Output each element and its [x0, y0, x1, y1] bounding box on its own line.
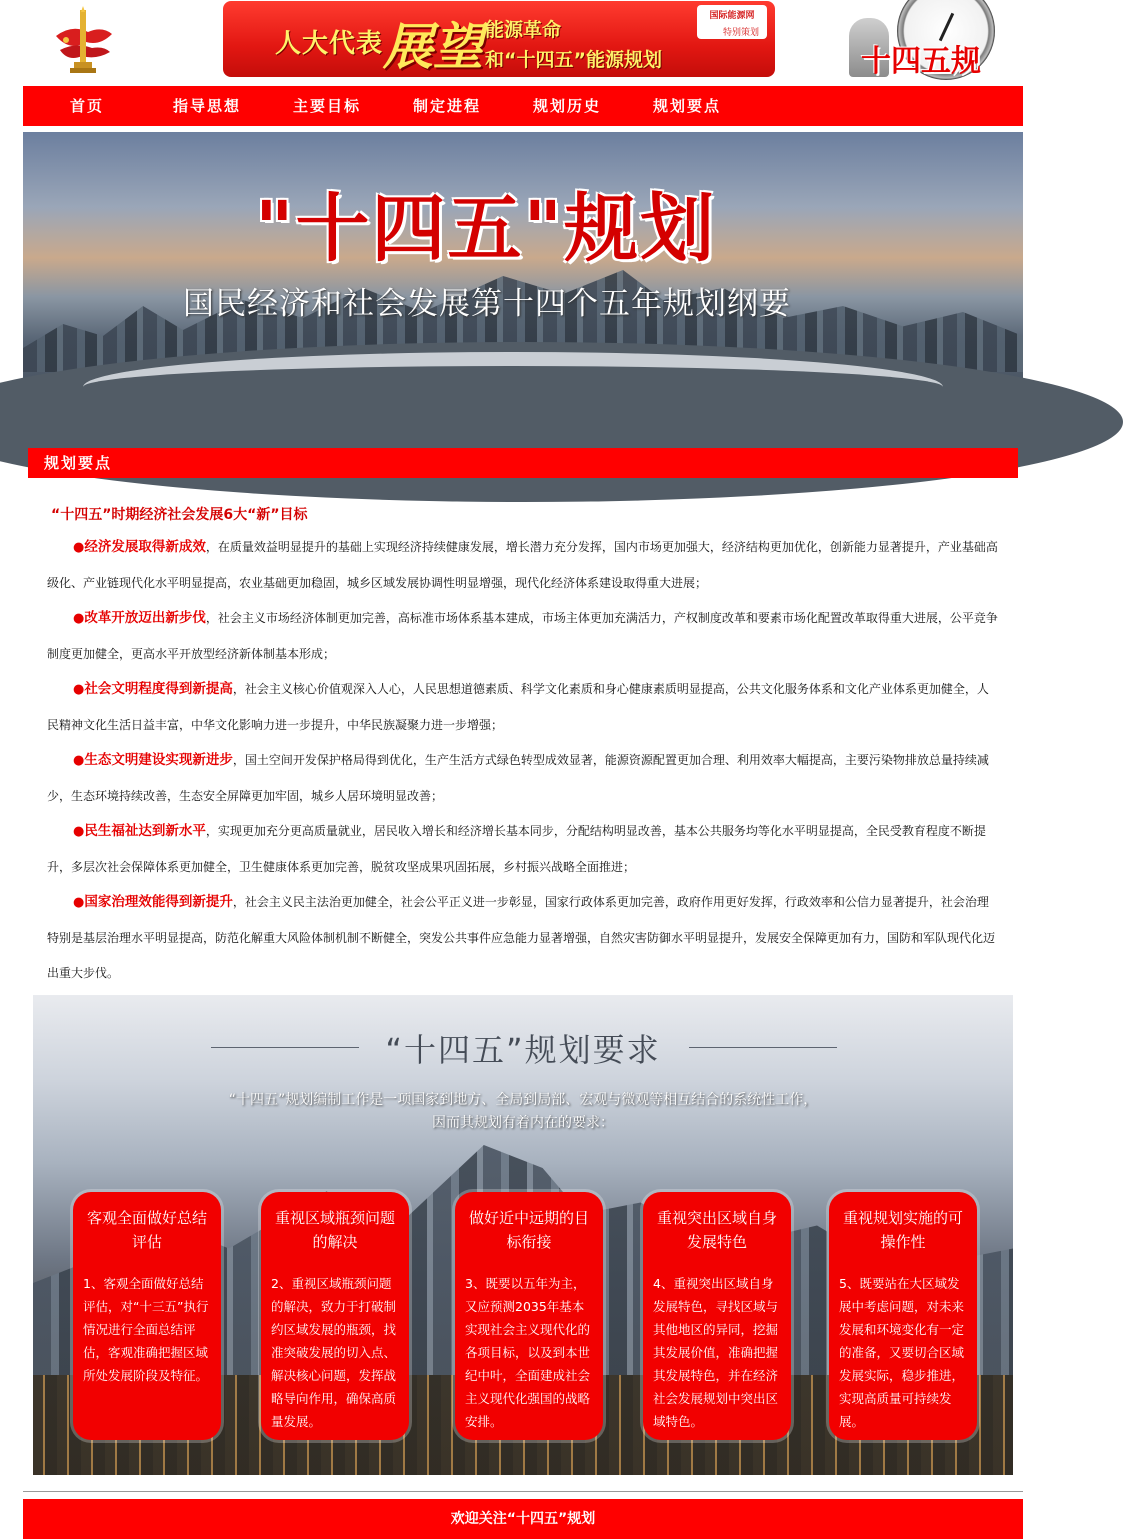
- nav-item-main-goals[interactable]: 主要目标: [292, 97, 361, 115]
- bullet-icon: ●: [73, 682, 85, 697]
- goal-item: [47, 743, 1000, 814]
- requirement-card: [643, 1192, 791, 1440]
- card-heading: 做好近中远期的目标衔接: [468, 1209, 589, 1251]
- goal-text: ，社会主义核心价值观深入人心，人民思想道德素质、科学文化素质和身心健康素质明显提高，公共文化服务体系和文化产业体系更加健全，人民精神文化生活日益丰富，中华文化影响力进一步提升，中华民族凝聚力进一步增强；: [47, 682, 989, 732]
- card-heading: 重视突出区域自身发展特色: [656, 1209, 777, 1251]
- ad-badge: 国际能源网: [697, 5, 767, 39]
- card-heading: 重视规划实施的可操作性: [842, 1209, 963, 1251]
- article-body: [47, 500, 1000, 992]
- goal-highlight: 改革开放迈出新步伐: [84, 610, 206, 626]
- requirements-intro: [33, 1089, 1013, 1135]
- requirements-title: “十四五”规划要求: [385, 1031, 661, 1069]
- requirement-card: [829, 1192, 977, 1440]
- card-body: 4、重视突出区域自身发展特色，寻找区域与其他地区的异同，挖掘其发展价值，准确把握其发展特色，并在经济社会发展规划中突出区域特色。: [653, 1276, 779, 1429]
- logo-text: 十四五规: [861, 44, 981, 79]
- goal-text: ，国土空间开发保护格局得到优化，生产生活方式绿色转型成效显著，能源资源配置更加合理、利用效率大幅提高，主要污染物排放总量持续减少，生态环境持续改善，生态安全屏障更加牢固，城乡人居环境明显改善；: [47, 753, 989, 803]
- bullet-icon: ●: [73, 611, 85, 626]
- requirements-intro-line2: 因而其规划有着内在的要求：: [432, 1115, 614, 1131]
- goal-text: ，在质量效益明显提升的基础上实现经济持续健康发展，增长潜力充分发挥，国内市场更加强大，经济结构更加优化，创新能力显著提升，产业基础高级化、产业链现代化水平明显提高，农业基础更加稳固，城乡区域发展协调性明显增强，现代化经济体系建设取得重大进展；: [47, 540, 998, 590]
- nav-item-home[interactable]: 首页: [69, 97, 104, 115]
- emblem-logo-icon[interactable]: [52, 6, 114, 74]
- bullet-icon: ●: [73, 895, 85, 910]
- hero-title: "十四五"规划: [255, 186, 717, 272]
- goal-item: [47, 530, 1000, 601]
- goal-text: ，社会主义市场经济体制更加完善，高标准市场体系基本建成，市场主体更加充满活力，产权制度改革和要素市场化配置改革取得重大进展，公平竞争制度更加健全，更高水平开放型经济新体制基本形成；: [47, 611, 998, 661]
- hero-subtitle: 国民经济和社会发展第十四个五年规划纲要: [183, 286, 791, 322]
- ad-right-line2: 和“十四五”能源规划: [485, 49, 662, 71]
- goal-text: ，社会主义民主法治更加健全，社会公平正义进一步彰显，国家行政体系更加完善，政府作用更好发挥，行政效率和公信力显著提升，社会治理特别是基层治理水平明显提高，防范化解重大风险体制机制不断健全，突发公共事件应急能力显著增强，自然灾害防御水平明显提升，发展安全保障更加有力，国防和军队现代化迈出重大步伐。: [47, 895, 996, 980]
- card-body: 3、既要以五年为主，又应预测2035年基本实现社会主义现代化的各项目标，以及到本世纪中叶，全面建成社会主义现代化强国的战略安排。: [465, 1276, 591, 1429]
- card-body: 2、重视区域瓶颈问题的解决，致力于打破制约区域发展的瓶颈，找准突破发展的切入点、解决核心问题，发挥战略导向作用，确保高质量发展。: [271, 1276, 397, 1429]
- goal-highlight: 国家治理效能得到新提升: [84, 894, 233, 910]
- goal-item: [47, 601, 1000, 672]
- energy-revolution-banner-ad[interactable]: [223, 1, 775, 77]
- bullet-icon: ●: [73, 753, 85, 768]
- riverbank-image: [83, 352, 943, 422]
- goal-item: [47, 885, 1000, 992]
- requirement-card: [455, 1192, 603, 1440]
- requirement-card: [73, 1192, 221, 1440]
- card-body: 1、客观全面做好总结评估，对“十三五”执行情况进行全面总结评估，客观准确把握区域所处发展阶段及特征。: [83, 1276, 209, 1383]
- card-heading: 重视区域瓶颈问题的解决: [274, 1209, 395, 1251]
- ad-line1: 人大代表: [275, 29, 384, 59]
- main-nav: [23, 86, 1023, 126]
- goal-highlight: 经济发展取得新成效: [84, 539, 206, 555]
- ad-badge-subtitle: 特别策划: [722, 28, 759, 38]
- bullet-icon: ●: [73, 824, 85, 839]
- article-heading: “十四五”时期经济社会发展6大“新”目标: [51, 507, 308, 523]
- ad-right-line1: 能源革命: [485, 19, 562, 41]
- footer-bar: 欢迎关注“十四五”规划: [23, 1499, 1023, 1539]
- requirement-card: [261, 1192, 409, 1440]
- card-heading: 客观全面做好总结评估: [86, 1209, 207, 1251]
- clock-logo[interactable]: [845, 0, 1003, 77]
- ad-big-text: 展望: [383, 17, 483, 76]
- goal-item: [47, 672, 1000, 743]
- requirements-intro-line1: “十四五”规划编制工作是一项国家到地方、全局到局部、宏观与微观等相互结合的系统性工作，: [228, 1092, 818, 1108]
- goal-text: ，实现更加充分更高质量就业，居民收入增长和经济增长基本同步，分配结构明显改善，基本公共服务均等化水平明显提高，全民受教育程度不断提升，多层次社会保障体系更加健全，卫生健康体系更加完善，脱贫攻坚成果巩固拓展，乡村振兴战略全面推进；: [47, 824, 986, 874]
- nav-item-planning-key-points[interactable]: 规划要点: [652, 97, 721, 115]
- nav-item-guiding-ideology[interactable]: 指导思想: [172, 97, 241, 115]
- goal-highlight: 生态文明建设实现新进步: [84, 752, 233, 768]
- goal-highlight: 民生福祉达到新水平: [84, 823, 206, 839]
- nav-item-formulation-process[interactable]: 制定进程: [412, 97, 481, 115]
- site-header: [0, 0, 1045, 84]
- goal-highlight: 社会文明程度得到新提高: [84, 681, 233, 697]
- requirements-infographic: [33, 995, 1013, 1475]
- nav-item-planning-history[interactable]: 规划历史: [532, 97, 601, 115]
- footer-divider: [23, 1491, 1023, 1492]
- card-body: 5、既要站在大区域发展中考虑问题，对未来发展和环境变化有一定的准备，又要切合区域发展实际，稳步推进，实现高质量可持续发展。: [839, 1276, 965, 1429]
- bullet-icon: ●: [73, 540, 85, 555]
- hero-banner: [23, 132, 1023, 432]
- section-title: 规划要点: [28, 448, 1018, 478]
- goal-item: [47, 814, 1000, 885]
